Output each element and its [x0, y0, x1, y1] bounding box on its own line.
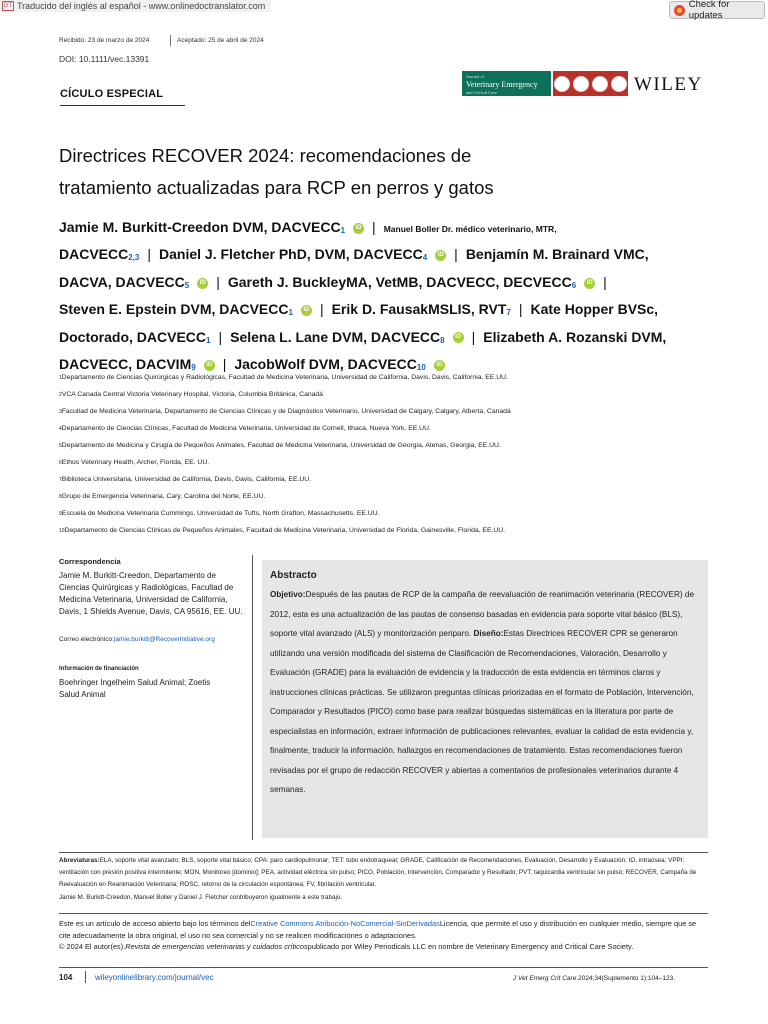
affiliation-item: [59, 522, 719, 539]
affiliation-text: Ethos Veterinary Health, Archer, Florida, EE. UU.: [61, 459, 210, 466]
column-divider: [252, 555, 253, 840]
article-title: [59, 140, 579, 204]
journal-logo-line3: and Critical Care: [466, 90, 497, 95]
author-name[interactable]: DACVECC, DACVIM: [59, 356, 192, 373]
abbreviations-divider: [59, 852, 708, 853]
affiliation-item: [59, 471, 719, 488]
correspondence-email: [59, 636, 215, 643]
affiliation-item: [59, 386, 719, 403]
funding-line: Salud Animal: [59, 690, 106, 699]
affiliation-text: Departamento de Medicina y Cirugía de Pequeños Animales, Facultad de Medicina Veterinaria, Universidad de Georgia, Atenas, Georgia, EE.UU.: [61, 442, 501, 449]
affiliation-number: 7: [59, 477, 62, 483]
author-affiliation-ref[interactable]: 7: [506, 308, 511, 318]
funding-heading: Información de financiación: [59, 666, 139, 672]
author-name[interactable]: Selena L. Lane DVM, DACVECC: [230, 328, 441, 345]
affiliation-number: 2: [59, 392, 62, 398]
abbreviations: [59, 855, 709, 891]
objective-text: Después de las pautas de RCP de la campaña de reevaluación de reanimación veterinaria (RECOVER) de 2012, esta es una actualización de las pautas de consenso basadas en evidencia para soporte vital básico (BLS), soporte vital avanzado (ALS) y monitorización periparo.: [270, 590, 694, 638]
translator-banner-text: Traducido del inglés al español - www.onlinedoctranslator.com: [17, 1, 266, 11]
wiley-logo[interactable]: WILEY: [634, 74, 703, 95]
translator-banner[interactable]: [0, 0, 271, 12]
affiliation-number: 1: [59, 375, 62, 381]
author-affiliation-ref[interactable]: 10: [416, 363, 426, 373]
doi: DOI: 10.1111/vec.13391: [59, 54, 150, 64]
affiliation-item: [59, 437, 719, 454]
license-block: [59, 918, 709, 953]
seal-icon: [554, 76, 570, 92]
affiliation-item: [59, 454, 719, 471]
correspondence-line: Jamie M. Burkitt-Creedon, Departamento de: [59, 571, 216, 580]
abstract-paragraph: [270, 585, 702, 683]
author-affiliation-ref[interactable]: 9: [191, 363, 196, 373]
author-name[interactable]: Benjamín M. Brainard VMC,: [465, 246, 649, 263]
author-affiliation-ref[interactable]: 1: [340, 226, 346, 235]
affiliation-text: Grupo de Emergencia Veterinaria, Cary, Carolina del Norte, EE.UU.: [61, 493, 266, 500]
email-link[interactable]: jamie.burkitt@RecoverInitiative.org: [113, 636, 215, 643]
correspondence-address: [59, 570, 244, 618]
section-label: CÍCULO ESPECIAL: [60, 88, 164, 100]
correspondence-line: Davis, 1 Shields Avenue, Davis, CA 95616, EE. UU.: [59, 607, 243, 616]
author-name[interactable]: Steven E. Epstein DVM, DACVECC: [59, 301, 289, 318]
author-name[interactable]: Elizabeth A. Rozanski DVM,: [483, 328, 667, 345]
seal-icon: [611, 76, 627, 92]
accepted-date: Aceptado: 25 de abril de 2024: [177, 37, 264, 44]
received-date: Recibido: 23 de marzo de 2024: [59, 37, 150, 44]
email-label: Correo electrónico:: [59, 636, 114, 643]
affiliation-number: 8: [59, 494, 62, 500]
funding-text: [59, 677, 244, 701]
license-divider: [59, 913, 708, 914]
journal-name: Revista de emergencias veterinarias y cuidados críticos: [125, 942, 308, 951]
abstract-heading: Abstracto: [270, 570, 317, 581]
affiliation-item: [59, 403, 719, 420]
author-affiliation-ref[interactable]: 8: [440, 335, 445, 345]
author-affiliation-ref[interactable]: 1: [288, 308, 293, 318]
affiliation-item: [59, 505, 719, 522]
author-name[interactable]: Doctorado, DACVECC: [59, 328, 207, 345]
seal-icon: [592, 76, 608, 92]
affiliation-text: Biblioteca Universitaria, Universidad de California, Davis, Davis, California, EE.UU.: [61, 476, 312, 483]
affiliation-text: Escuela de Medicina Veterinaria Cummings, Universidad de Tufts, North Grafton, Massachusetts, EE.UU.: [61, 510, 380, 517]
page-number: 104: [59, 973, 73, 982]
affiliation-number: 5: [59, 443, 62, 449]
author-name[interactable]: JacobWolf DVM, DACVECC: [234, 356, 417, 373]
journal-logo-line2: Veterinary Emergency: [466, 80, 538, 89]
abbreviations-label: Abreviaturas:: [59, 857, 100, 864]
correspondence-line: Medicina Veterinaria, Universidad de California,: [59, 595, 228, 604]
abstract-paragraph: instrucciones clínicas prácticas. Se utilizaron preguntas clínicas priorizadas en el formato de Población, Intervención, Comparador y Resultados (PICO) como base para realizar búsquedas sistemáticas en la literatura por parte de especialistas en información, extraer información de publicaciones relevantes, evaluar la calidad de esta evidencia y, finalmente, traducir la información. hallazgos en recomendaciones de tratamiento. Estas recomendaciones fueron revisadas por el grupo de redacción RECOVER y abiertas a comentarios de profesionales veterinarios durante 4 semanas.: [270, 687, 694, 794]
abstract-body: [270, 585, 702, 800]
author-name[interactable]: DACVECC: [59, 246, 129, 263]
title-line2: tratamiento actualizadas para RCP en perros y gatos: [59, 177, 494, 198]
check-updates-label: Check for updates: [688, 0, 730, 21]
translate-icon: DT: [4, 3, 12, 9]
citation-details: .2024;34(Suplemento 1):104–123.: [576, 975, 676, 982]
orcid-icon[interactable]: iD: [584, 278, 595, 289]
citation-journal: J Vet Emerg Crit Care: [513, 975, 577, 982]
affiliation-text: Departamento de Ciencias Clínicas de Pequeños Animales, Facultad de Medicina Veterinaria, Universidad de Florida, Gainesville, Florida, EE.UU.: [64, 527, 506, 534]
author-name[interactable]: Kate Hopper BVSc,: [530, 301, 659, 318]
affiliation-text: Departamento de Ciencias Clínicas, Facultad de Medicina Veterinaria, Universidad de Cornell, Ithaca, Nueva York, EE.UU.: [61, 425, 431, 432]
design-text: Estas Directrices RECOVER CPR se generaron utilizando una versión modificada del sistema de Clasificación de Recomendaciones, Valoración, Desarrollo y Evaluación (GRADE) para la evaluación de evidencia y la traducción de esta evidencia en términos claros y: [270, 629, 678, 677]
contribution-note: Jamie M. Burkitt-Creedon, Manuel Boller y Daniel J. Fletcher contribuyeron igualmente a este trabajo.: [59, 894, 343, 901]
author-name[interactable]: Daniel J. Fletcher PhD, DVM, DACVECC: [159, 246, 423, 263]
footer-divider: [59, 967, 708, 968]
affiliation-number: 9: [59, 511, 62, 517]
funding-line: Boehringer Ingelheim Salud Animal; Zoetis: [59, 678, 211, 687]
footer-separator: [85, 971, 86, 983]
orcid-icon[interactable]: iD: [301, 305, 312, 316]
objective-label: Objetivo:: [270, 590, 306, 599]
journal-url-link[interactable]: wileyonlinelibrary.com/journal/vec: [95, 973, 214, 982]
title-line1: Directrices RECOVER 2024: recomendaciones de: [59, 145, 472, 166]
author-name[interactable]: Gareth J. BuckleyMA, VetMB, DACVECC, DECVECC: [227, 273, 572, 290]
affiliation-item: [59, 420, 719, 437]
meta-divider: [170, 35, 171, 46]
author-name[interactable]: Erik D. FausakMSLIS, RVT: [331, 301, 507, 318]
correspondence-heading: Correspondencia: [59, 557, 121, 566]
author-affiliation-ref[interactable]: 4: [422, 253, 428, 263]
author-name[interactable]: Manuel Boller Dr. médico veterinario, MTR,: [383, 224, 557, 234]
check-for-updates-button[interactable]: [669, 1, 765, 19]
citation: [513, 975, 675, 982]
check-updates-icon: [674, 5, 685, 16]
orcid-icon[interactable]: iD: [434, 360, 445, 371]
orcid-icon[interactable]: iD: [353, 223, 364, 234]
seal-icon: [573, 76, 589, 92]
author-affiliation-ref[interactable]: 5: [184, 280, 190, 290]
affiliation-number: 3: [59, 409, 62, 415]
author-affiliation-ref[interactable]: 6: [571, 280, 577, 290]
affiliation-text: Facultad de Medicina Veterinaria, Departamento de Ciencias Clínicas y de Diagnóstico Veterinario, Universidad de Calgary, Calgary, Alberta, Canadá: [61, 408, 511, 415]
author-list: Jamie M. Burkitt-Creedon DVM, DACVECC$^1$ iD | Manuel Boller Dr. médico veterinario, MTR, DACVECC$^{2,3}$ | Daniel J. Fletcher PhD, DVM, DACVECC$^4$ iD | Benjamín M. Brainard VMC, DACVA, DACVECC$^5$ iD | Gareth J. BuckleyMA, VetMB, DACVECC, DECVECC$^6$ iD | Steven E. Epstein DVM, DACVECC$^1$ iD | Erik D. FausakMSLIS, RVT$^7$ | Kate Hopper BVSc, Doctorado, DACVECC$^1$ | Selena L. Lane DVM, DACVECC$^8$ iD | Elizabeth A. Rozanski DVM, DACVECC, DACVIM$^9$ iD | JacobWolf DVM, DACVECC$^{10}$ iD: [59, 219, 667, 373]
affiliation-number: 10: [59, 528, 65, 534]
copyright-text: © 2024 El autor(es).: [59, 942, 126, 951]
journal-logo-line1: Journal of: [466, 74, 485, 79]
orcid-icon[interactable]: iD: [435, 250, 446, 261]
affiliation-number: 4: [59, 426, 62, 432]
license-text: Licencia, que permite el uso y distribución en cualquier medio, siempre que se cite adecuadamente la obra original, el uso no sea comercial y no se realicen modificaciones o adaptaciones.: [59, 919, 697, 940]
section-underline: [60, 105, 185, 106]
copyright-text: publicado por Wiley Periodicals LLC en nombre de Veterinary Emergency and Critical Care Society.: [307, 942, 634, 951]
orcid-icon[interactable]: iD: [453, 332, 464, 343]
affiliation-number: 6: [59, 460, 62, 466]
affiliation-item: [59, 488, 719, 505]
license-text: Este es un artículo de acceso abierto bajo los términos del: [59, 919, 251, 928]
author-affiliation-ref[interactable]: 1: [206, 335, 211, 345]
abbreviations-text: ELA, soporte vital avanzado; BLS, soporte vital básico; CPA: paro cardiopulmonar; TET: tubo endotraqueal; GRADE, Calificación de Recomendaciones, Evaluación, Desarrollo y Evaluación; IO, intraósea; VPPI: ventilación con presión positiva intermitente; MON, Monitoreo [dominio]; PEA, actividad eléctrica sin pulso; PICO, Población, Intervención, Comparador y Resultado; PVT: taquicardia ventricular sin pulso; RECOVER, Campaña de Reevaluación en Reanimación Veterinaria; ROSC, retorno de la circulación espontánea; FV, fibrilación ventricular.: [59, 857, 697, 888]
author-name[interactable]: Jamie M. Burkitt-Creedon DVM, DACVECC: [59, 219, 341, 235]
author-name[interactable]: DACVA, DACVECC: [59, 273, 185, 290]
affiliation-item: [59, 369, 719, 386]
orcid-icon[interactable]: iD: [204, 360, 215, 371]
affiliation-text: VCA Canada Central Victoria Veterinary Hospital, Victoria, Columbia Británica, Canadá: [61, 391, 323, 398]
license-link[interactable]: Creative Commons Atribución-NoComercial-SinDerivadas: [250, 919, 440, 928]
orcid-icon[interactable]: iD: [197, 278, 208, 289]
society-seals: [553, 71, 628, 96]
design-label: Diseño:: [473, 629, 504, 638]
correspondence-line: Ciencias Quirúrgicas y Radiológicas, Facultad de: [59, 583, 234, 592]
journal-logo[interactable]: [462, 71, 551, 96]
author-affiliation-ref[interactable]: 2,3: [128, 253, 140, 263]
affiliation-list: [59, 369, 719, 539]
affiliation-text: Departamento de Ciencias Quirúrgicas y Radiológicas, Facultad de Medicina Veterinaria, Universidad de California, Davis, Davis, California, EE.UU.: [61, 374, 508, 381]
